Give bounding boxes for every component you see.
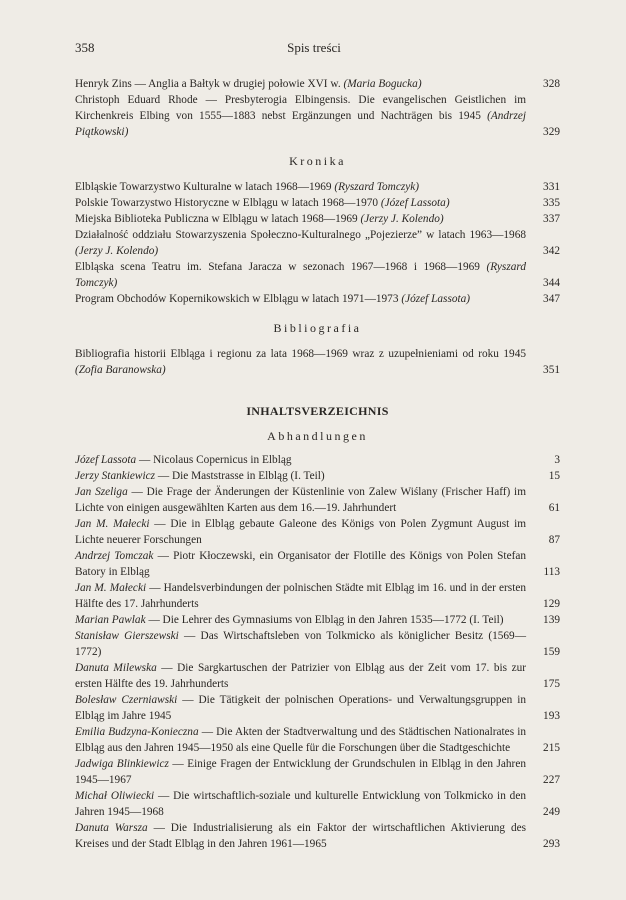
entry-author: Andrzej Tomczak <box>75 550 154 562</box>
entry-page-number: 351 <box>543 364 560 376</box>
entry-title: — Die Frage der Änderungen der Küstenlinie von Zalew Wiślany (Frischer Haff) im Lichte von einigen ausgewählten Karten aus dem 16.—19. Jahrhundert <box>75 486 526 514</box>
page-number: 358 <box>75 40 95 55</box>
entry-page-number: 3 <box>554 454 560 466</box>
entry-reviewer: (Ryszard Tomczyk) <box>334 181 420 193</box>
list-item <box>75 468 560 484</box>
list-item <box>75 484 560 516</box>
entry-title: Elbląskie Towarzystwo Kulturalne w latach 1968—1969 <box>75 181 332 193</box>
entry-title: — Piotr Kłoczewski, ein Organisator der Flotille des Königs von Polen Stefan Batory in Elbląg <box>75 550 527 578</box>
entry-author: Jan M. Małecki <box>75 582 147 594</box>
list-item <box>75 452 560 468</box>
entry-title: — Die Maststrasse in Elbląg (I. Teil) <box>157 470 325 482</box>
reviews-list <box>75 76 560 140</box>
entry-page-number: 249 <box>543 806 560 818</box>
entry-author: Danuta Milewska <box>75 662 157 674</box>
entry-reviewer: (Maria Bogucka) <box>343 78 422 90</box>
page-header <box>75 40 553 58</box>
entry-title: Elbląska scena Teatru im. Stefana Jaracza w sezonach 1967—1968 i 1968—1969 <box>75 261 480 273</box>
running-title: Spis treści <box>287 40 341 55</box>
entry-author: Marian Pawlak <box>75 614 146 626</box>
entry-reviewer: (Andrzej Piątkowski) <box>75 110 526 138</box>
table-of-contents <box>75 76 560 852</box>
entry-page-number: 15 <box>548 470 560 482</box>
entry-page-number: 329 <box>543 126 560 138</box>
list-item <box>75 692 560 724</box>
entry-title: — Die Industrialisierung als ein Faktor der wirtschaftlichen Aktivierung des Kreises und der Stadt Elbląg in den Jahren 1961—1965 <box>75 822 527 850</box>
entry-reviewer: (Józef Lassota) <box>380 197 450 209</box>
list-item <box>75 76 560 92</box>
entry-author: Jan Szeliga <box>75 486 128 498</box>
entry-reviewer: (Zofia Baranowska) <box>75 364 166 376</box>
list-item <box>75 820 560 852</box>
entry-page-number: 328 <box>543 78 560 90</box>
list-item <box>75 660 560 692</box>
entry-title: Henryk Zins — Anglia a Bałtyk w drugiej połowie XVI w. <box>75 78 341 90</box>
bibliografia-list <box>75 346 560 378</box>
entry-author: Bolesław Czerniawski <box>75 694 178 706</box>
list-item <box>75 211 560 227</box>
list-item <box>75 612 560 628</box>
list-item <box>75 195 560 211</box>
list-item <box>75 628 560 660</box>
entry-page-number: 335 <box>543 197 560 209</box>
entry-title: — Nicolaus Copernicus in Elbląg <box>139 454 292 466</box>
kronika-list <box>75 179 560 307</box>
entry-page-number: 159 <box>543 646 560 658</box>
list-item <box>75 548 560 580</box>
entry-author: Stanisław Gierszewski <box>75 630 179 642</box>
entry-reviewer: (Ryszard Tomczyk) <box>75 261 526 289</box>
entry-title: Christoph Eduard Rhode — Presbyterogia Elbingensis. Die evangelischen Geistlichen im Kirchenkreis Elbing von 1555—1883 nebst Ergänzungen und Nachträgen bis 1945 <box>75 94 526 122</box>
inhaltsverzeichnis-heading: INHALTSVERZEICHNIS <box>246 404 389 418</box>
entry-page-number: 227 <box>543 774 560 786</box>
entry-author: Emilia Budzyna-Konieczna <box>75 726 199 738</box>
entry-author: Michał Oliwiecki <box>75 790 155 802</box>
entry-page-number: 113 <box>543 566 560 578</box>
entry-author: Jan M. Małecki <box>75 518 150 530</box>
list-item <box>75 92 560 140</box>
entry-page-number: 342 <box>543 245 560 257</box>
section-heading-bibliografia: Bibliografia <box>273 321 362 335</box>
entry-title: — Die Sargkartuschen der Patrizier von Elbląg aus der Zeit vom 17. bis zur ersten Hälfte des 19. Jahrhunderts <box>75 662 526 690</box>
entry-page-number: 139 <box>543 614 560 626</box>
list-item <box>75 788 560 820</box>
abhandlungen-list <box>75 452 560 852</box>
entry-page-number: 293 <box>543 838 560 850</box>
entry-title: Polskie Towarzystwo Historyczne w Elblągu w latach 1968—1970 <box>75 197 379 209</box>
entry-title: Działalność oddziału Stowarzyszenia Społeczno-Kulturalnego „Pojezierze” w latach 1963—1968 <box>75 229 526 241</box>
entry-page-number: 215 <box>543 742 560 754</box>
entry-page-number: 175 <box>543 678 560 690</box>
entry-title: Program Obchodów Kopernikowskich w Elblągu w latach 1971—1973 <box>75 293 399 305</box>
entry-author: Jerzy Stankiewicz <box>75 470 155 482</box>
entry-page-number: 347 <box>543 293 560 305</box>
entry-page-number: 87 <box>548 534 560 546</box>
entry-page-number: 344 <box>543 277 560 289</box>
entry-title: — Die Tätigkeit der polnischen Operations- und Verwaltungsgruppen in Elbląg im Jahre 1945 <box>75 694 526 722</box>
list-item <box>75 724 560 756</box>
entry-author: Józef Lassota <box>75 454 137 466</box>
entry-author: Jadwiga Blinkiewicz <box>75 758 169 770</box>
list-item <box>75 580 560 612</box>
list-item <box>75 259 560 291</box>
section-heading-abhandlungen: Abhandlungen <box>267 429 368 443</box>
entry-page-number: 129 <box>543 598 560 610</box>
entry-title: — Das Wirtschaftsleben von Tolkmicko als königlicher Besitz (1569—1772) <box>75 630 527 658</box>
list-item <box>75 291 560 307</box>
list-item <box>75 756 560 788</box>
entry-reviewer: (Józef Lassota) <box>401 293 471 305</box>
list-item <box>75 346 560 378</box>
list-item <box>75 179 560 195</box>
entry-title: Bibliografia historii Elbląga i regionu za lata 1968—1969 wraz z uzupełnieniami od roku 1945 <box>75 348 526 360</box>
entry-page-number: 337 <box>543 213 560 225</box>
entry-author: Danuta Warsza <box>75 822 148 834</box>
section-heading-kronika: Kronika <box>289 154 346 168</box>
entry-reviewer: (Jerzy J. Kolendo) <box>75 245 159 257</box>
entry-title: — Die wirtschaftlich-soziale und kulturelle Entwicklung von Tolkmicko in den Jahren 1945—1968 <box>75 790 526 818</box>
entry-page-number: 61 <box>548 502 560 514</box>
entry-reviewer: (Jerzy J. Kolendo) <box>360 213 444 225</box>
entry-title: Miejska Biblioteka Publiczna w Elblągu w latach 1968—1969 <box>75 213 358 225</box>
entry-page-number: 331 <box>543 181 560 193</box>
entry-page-number: 193 <box>543 710 560 722</box>
list-item <box>75 227 560 259</box>
entry-title: — Die Akten der Stadtverwaltung und des Städtischen Nationalrates in Elbląg aus den Jahren 1945—1950 als eine Quelle für die Forschungen über die Stadtgeschichte <box>75 726 526 754</box>
entry-title: — Einige Fragen der Entwicklung der Grundschulen in Elbląg in den Jahren 1945—1967 <box>75 758 526 786</box>
entry-title: — Die Lehrer des Gymnasiums von Elbląg in den Jahren 1535—1772 (I. Teil) <box>148 614 504 626</box>
entry-title: — Handelsverbindungen der polnischen Städte mit Elbląg im 16. und in der ersten Hälfte des 17. Jahrhunderts <box>75 582 526 610</box>
entry-title: — Die in Elbląg gebaute Galeone des Königs von Polen Zygmunt August im Lichte neuerer Forschungen <box>75 518 526 546</box>
list-item <box>75 516 560 548</box>
